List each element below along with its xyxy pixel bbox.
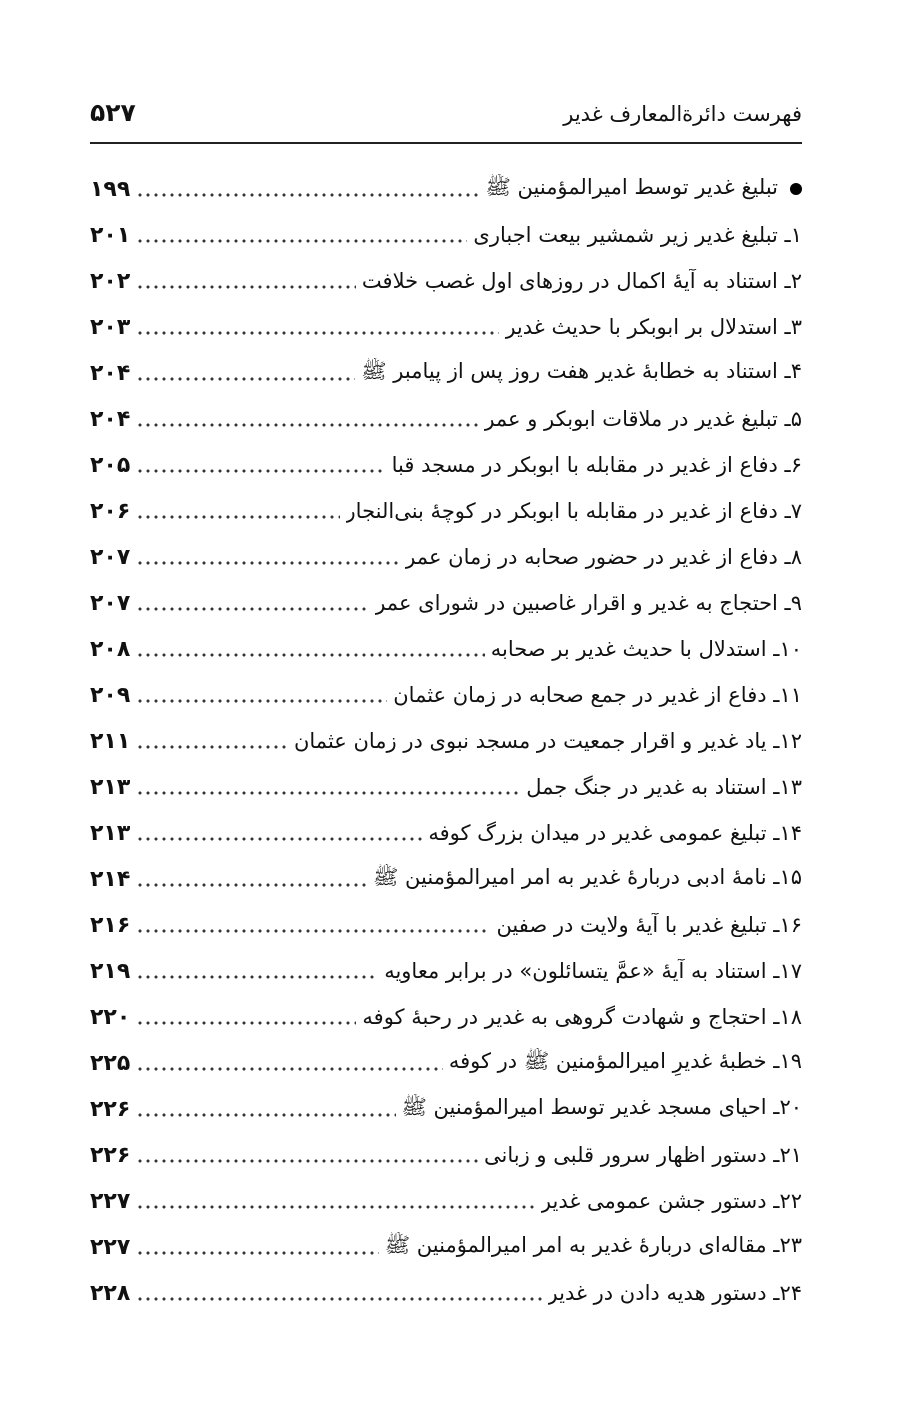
toc-entry — [90, 1086, 802, 1132]
toc-entry-page: ۲۲۸ — [90, 1280, 131, 1306]
dot-leader — [136, 916, 490, 934]
dot-leader — [136, 1146, 478, 1164]
toc-entry — [90, 856, 802, 902]
dot-leader — [136, 594, 369, 612]
toc-entry-title: ۱۳ـ استناد به غدیر در جنگ جمل — [526, 775, 802, 799]
dot-leader — [136, 1192, 535, 1210]
dot-leader — [136, 456, 385, 474]
dot-leader — [136, 272, 356, 290]
dot-leader — [136, 870, 367, 888]
toc-entry-page: ۲۲۶ — [90, 1142, 131, 1168]
toc-entry — [90, 1132, 802, 1178]
toc-entry — [90, 580, 802, 626]
dot-leader — [136, 180, 479, 198]
toc-entry-page: ۲۰۱ — [90, 222, 131, 248]
dot-leader — [136, 1284, 541, 1302]
toc-entry-title: ۱ـ تبلیغ غدیر زیر شمشیر بیعت اجباری — [473, 223, 802, 247]
toc-entry-page: ۲۱۹ — [90, 958, 131, 984]
toc-entry-page: ۲۰۹ — [90, 682, 131, 708]
toc-entry — [90, 304, 802, 350]
toc-entry — [90, 396, 802, 442]
toc-entry-title: ۱۶ـ تبلیغ غدیر با آیهٔ ولایت در صفین — [496, 913, 802, 937]
toc-entry-title: ۳ـ استدلال بر ابوبکر با حدیث غدیر — [505, 315, 802, 339]
toc-entry-title: ۱۱ـ دفاع از غدیر در جمع صحابه در زمان عثمان — [393, 683, 802, 707]
toc-entry-page: ۲۰۲ — [90, 268, 131, 294]
toc-entry-title: ۲۳ـ مقاله‌ای دربارهٔ غدیر به امر امیرالمؤمنین ﷺ — [384, 1232, 802, 1257]
toc-entry-page: ۲۰۴ — [90, 406, 131, 432]
dot-leader — [136, 548, 399, 566]
toc-entry-title: ۶ـ دفاع از غدیر در مقابله با ابوبکر در مسجد قبا — [391, 453, 802, 477]
toc-entry-page: ۲۲۷ — [90, 1188, 131, 1214]
toc-entry-title: ۲۴ـ دستور هدیه دادن در غدیر — [547, 1281, 802, 1305]
dot-leader — [136, 824, 422, 842]
toc-entry-page: ۲۱۳ — [90, 774, 131, 800]
toc-entry — [90, 534, 802, 580]
toc-entry-title: ۵ـ تبلیغ غدیر در ملاقات ابوبکر و عمر — [484, 407, 802, 431]
dot-leader — [136, 502, 339, 520]
toc-entry-title: ۸ـ دفاع از غدیر در حضور صحابه در زمان عمر — [405, 545, 802, 569]
toc-entry — [90, 764, 802, 810]
toc-entry — [90, 166, 802, 212]
toc-entry-title: تبلیغ غدیر توسط امیرالمؤمنین ﷺ — [485, 174, 778, 199]
toc-entry — [90, 902, 802, 948]
toc-entry — [90, 212, 802, 258]
toc-entry — [90, 672, 802, 718]
dot-leader — [136, 226, 467, 244]
toc-entry — [90, 1270, 802, 1316]
toc-entry-page: ۲۲۶ — [90, 1096, 131, 1122]
toc-entry-page: ۲۲۰ — [90, 1004, 131, 1030]
table-of-contents — [90, 166, 802, 1316]
toc-entry-page: ۲۱۱ — [90, 728, 131, 754]
toc-entry-page: ۲۰۳ — [90, 314, 131, 340]
toc-entry-title: ۴ـ استناد به خطابهٔ غدیر هفت روز پس از پیامبر ﷺ — [361, 358, 802, 383]
toc-entry-page: ۲۰۷ — [90, 544, 131, 570]
toc-entry — [90, 442, 802, 488]
toc-entry-page: ۲۱۳ — [90, 820, 131, 846]
toc-entry-title: ۱۹ـ خطبهٔ غدیرِ امیرالمؤمنین ﷺ در کوفه — [448, 1048, 802, 1073]
dot-leader — [136, 686, 387, 704]
dot-leader — [136, 1100, 395, 1118]
toc-entry — [90, 258, 802, 304]
toc-entry-page: ۲۰۵ — [90, 452, 131, 478]
toc-entry-page: ۲۲۷ — [90, 1234, 131, 1260]
toc-entry — [90, 1040, 802, 1086]
page-number: ۵۲۷ — [90, 98, 136, 127]
toc-entry-title: ۱۸ـ احتجاج و شهادت گروهی به غدیر در رحبهٔ کوفه — [362, 1005, 802, 1029]
toc-entry-title: ۲۱ـ دستور اظهار سرور قلبی و زبانی — [484, 1143, 802, 1167]
toc-entry-title: ۱۰ـ استدلال با حدیث غدیر بر صحابه — [490, 637, 802, 661]
header-divider — [90, 142, 802, 144]
toc-entry-title: ۱۴ـ تبلیغ عمومی غدیر در میدان بزرگ کوفه — [428, 821, 802, 845]
toc-entry — [90, 626, 802, 672]
toc-entry-page: ۲۲۵ — [90, 1050, 131, 1076]
toc-entry-title: ۲۰ـ احیای مسجد غدیر توسط امیرالمؤمنین ﷺ — [401, 1094, 802, 1119]
running-header — [90, 96, 802, 136]
dot-leader — [136, 364, 355, 382]
toc-entry-page: ۲۰۴ — [90, 360, 131, 386]
toc-entry-title: ۱۷ـ استناد به آیهٔ «عمَّ یتسائلون» در برابر معاویه — [384, 959, 802, 983]
toc-entry-page: ۱۹۹ — [90, 176, 131, 202]
toc-entry-page: ۲۱۶ — [90, 912, 131, 938]
dot-leader — [136, 778, 520, 796]
toc-entry — [90, 810, 802, 856]
dot-leader — [136, 410, 478, 428]
dot-leader — [136, 318, 499, 336]
toc-entry — [90, 718, 802, 764]
toc-entry-title: ۷ـ دفاع از غدیر در مقابله با ابوبکر در کوچهٔ بنی‌النجار — [345, 499, 802, 523]
header-title: فهرست دائرةالمعارف غدیر — [563, 102, 802, 126]
toc-entry-page: ۲۱۴ — [90, 866, 131, 892]
toc-entry — [90, 994, 802, 1040]
dot-leader — [136, 640, 484, 658]
bullet-icon — [790, 183, 802, 195]
toc-entry-title: ۲ـ استناد به آیهٔ اکمال در روزهای اول غصب خلافت — [361, 269, 802, 293]
toc-entry-page: ۲۰۷ — [90, 590, 131, 616]
dot-leader — [136, 732, 288, 750]
toc-entry-title: ۹ـ احتجاج به غدیر و اقرار غاصبین در شورای عمر — [375, 591, 802, 615]
dot-leader — [136, 1054, 443, 1072]
dot-leader — [136, 1238, 378, 1256]
dot-leader — [136, 962, 378, 980]
toc-entry-title: ۱۲ـ یاد غدیر و اقرار جمعیت در مسجد نبوی در زمان عثمان — [293, 729, 802, 753]
toc-entry — [90, 948, 802, 994]
toc-entry-title: ۲۲ـ دستور جشن عمومی غدیر — [540, 1189, 802, 1213]
dot-leader — [136, 1008, 356, 1026]
toc-entry-page: ۲۰۸ — [90, 636, 131, 662]
toc-entry-page: ۲۰۶ — [90, 498, 131, 524]
toc-entry — [90, 488, 802, 534]
toc-entry — [90, 350, 802, 396]
toc-entry-title: ۱۵ـ نامهٔ ادبی دربارهٔ غدیر به امر امیرالمؤمنین ﷺ — [373, 864, 802, 889]
toc-entry — [90, 1224, 802, 1270]
toc-entry — [90, 1178, 802, 1224]
